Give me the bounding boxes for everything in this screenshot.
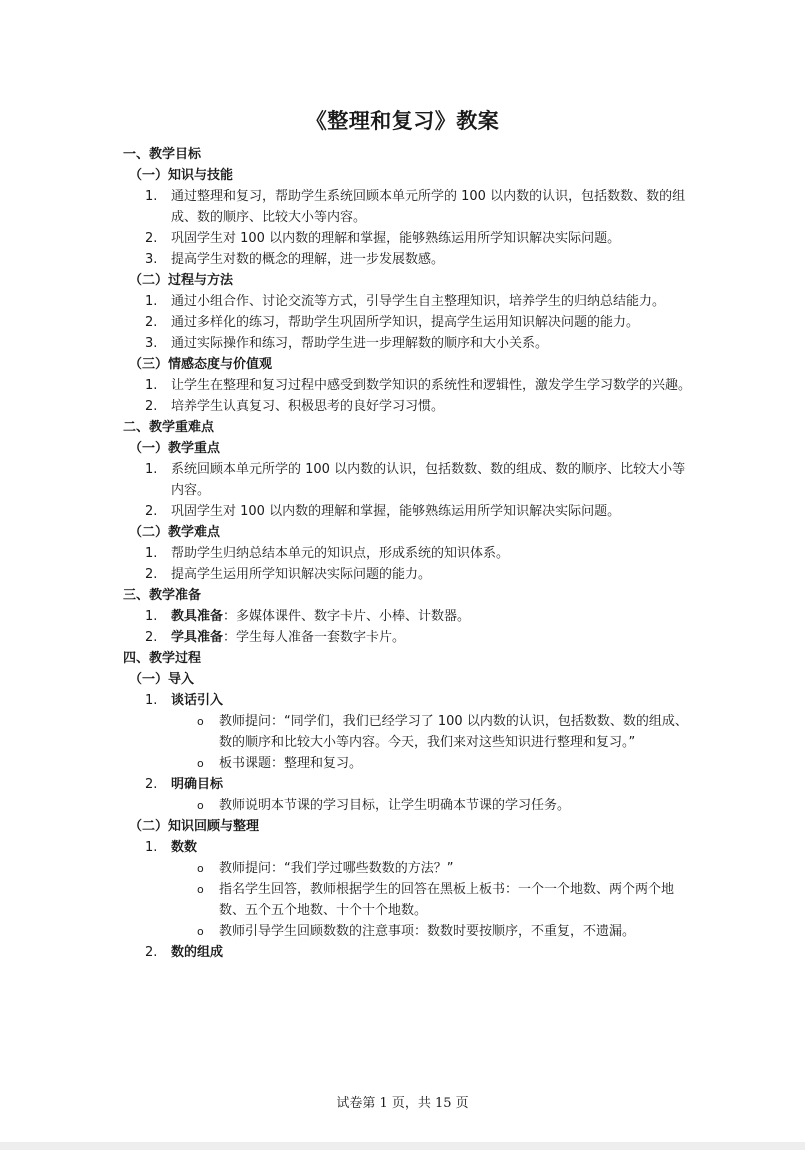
- bullet-text: 板书课题：整理和复习。: [219, 756, 363, 771]
- bullet-text: 教师引导学生回顾数数的注意事项：数数时要按顺序，不重复，不遗漏。: [219, 924, 636, 939]
- list-item: [123, 291, 698, 312]
- step-item: [123, 774, 698, 795]
- subsection-heading: （一）导入: [129, 672, 195, 687]
- bullet-item: [123, 921, 698, 942]
- list-number: 2.: [145, 630, 158, 645]
- list-number: 1.: [145, 462, 158, 477]
- section-heading: 四、教学过程: [123, 651, 202, 666]
- list-number: 2.: [145, 945, 158, 960]
- subsection-heading: （二）教学难点: [129, 525, 221, 540]
- step-label: 明确目标: [171, 777, 224, 792]
- list-number: 2.: [145, 399, 158, 414]
- list-item: [123, 333, 698, 354]
- list-text: 帮助学生归纳总结本单元的知识点，形成系统的知识体系。: [171, 546, 510, 561]
- list-text: 通过整理和复习，帮助学生系统回顾本单元所学的 100 以内数的认识，包括数数、数的组成、数的顺序、比较大小等内容。: [171, 189, 686, 225]
- bullet-item: [123, 711, 698, 753]
- list-text: 通过多样化的练习，帮助学生巩固所学知识，提高学生运用知识解决问题的能力。: [171, 315, 640, 330]
- bullet-item: [123, 879, 698, 921]
- step-label: 数数: [171, 840, 198, 855]
- section-heading: 一、教学目标: [123, 147, 202, 162]
- list-number: 2.: [145, 231, 158, 246]
- list-item: [123, 543, 698, 564]
- list-item: [123, 501, 698, 522]
- step-label: 数的组成: [171, 945, 224, 960]
- list-text: 提高学生对数的概念的理解，进一步发展数感。: [171, 252, 445, 267]
- list-item: [123, 312, 698, 333]
- bullet-icon: o: [197, 925, 204, 938]
- list-item: [123, 606, 698, 627]
- list-item: [123, 564, 698, 585]
- list-text: 巩固学生对 100 以内数的理解和掌握，能够熟练运用所学知识解决实际问题。: [171, 231, 621, 246]
- list-item: [123, 627, 698, 648]
- bullet-icon: o: [197, 715, 204, 728]
- list-item: [123, 396, 698, 417]
- subsection-heading: （二）知识回顾与整理: [129, 819, 260, 834]
- list-number: 2.: [145, 315, 158, 330]
- page-footer: 试卷第 1 页，共 15 页: [336, 1096, 469, 1111]
- bullet-item: [123, 753, 698, 774]
- list-number: 2.: [145, 777, 158, 792]
- list-number: 3.: [145, 252, 158, 267]
- list-text: 通过实际操作和练习，帮助学生进一步理解数的顺序和大小关系。: [171, 336, 549, 351]
- list-label: 学具准备: [171, 630, 224, 645]
- list-number: 1.: [145, 294, 158, 309]
- list-number: 1.: [145, 189, 158, 204]
- list-number: 2.: [145, 504, 158, 519]
- document-body: [123, 144, 698, 963]
- list-text: 培养学生认真复习、积极思考的良好学习习惯。: [171, 399, 445, 414]
- step-item: [123, 837, 698, 858]
- list-number: 1.: [145, 840, 158, 855]
- list-number: 3.: [145, 336, 158, 351]
- list-item: [123, 249, 698, 270]
- list-item: [123, 228, 698, 249]
- subsection-heading: （二）过程与方法: [129, 273, 234, 288]
- bullet-item: [123, 858, 698, 879]
- subsection-heading: （三）情感态度与价值观: [129, 357, 273, 372]
- subsection-heading: （一）知识与技能: [129, 168, 234, 183]
- step-label: 谈话引入: [171, 693, 224, 708]
- list-text: 提高学生运用所学知识解决实际问题的能力。: [171, 567, 432, 582]
- list-number: 2.: [145, 567, 158, 582]
- list-text: 巩固学生对 100 以内数的理解和掌握，能够熟练运用所学知识解决实际问题。: [171, 504, 621, 519]
- list-text: 系统回顾本单元所学的 100 以内数的认识，包括数数、数的组成、数的顺序、比较大小等内容。: [171, 462, 686, 498]
- bullet-item: [123, 795, 698, 816]
- list-item: [123, 375, 698, 396]
- list-number: 1.: [145, 546, 158, 561]
- page-title: 《整理和复习》教案: [305, 109, 500, 133]
- section-heading: 二、教学重难点: [123, 420, 215, 435]
- list-number: 1.: [145, 693, 158, 708]
- list-text: 让学生在整理和复习过程中感受到数学知识的系统性和逻辑性，激发学生学习数学的兴趣。: [171, 378, 692, 393]
- bullet-text: 教师说明本节课的学习目标，让学生明确本节课的学习任务。: [219, 798, 571, 813]
- bullet-icon: o: [197, 757, 204, 770]
- list-item: [123, 459, 698, 501]
- list-number: 1.: [145, 609, 158, 624]
- bullet-text: 教师提问：“我们学过哪些数数的方法？”: [219, 861, 454, 876]
- bullet-icon: o: [197, 883, 204, 896]
- list-label: 教具准备: [171, 609, 224, 624]
- step-item: [123, 942, 698, 963]
- list-text: ：学生每人准备一套数字卡片。: [223, 630, 406, 645]
- subsection-heading: （一）教学重点: [129, 441, 221, 456]
- bullet-text: 教师提问：“同学们，我们已经学习了 100 以内数的认识，包括数数、数的组成、数的顺序和比较大小等内容。今天，我们来对这些知识进行整理和复习。”: [219, 714, 688, 750]
- page-edge: [0, 1142, 805, 1150]
- bullet-text: 指名学生回答，教师根据学生的回答在黑板上板书：一个一个地数、两个两个地数、五个五个地数、十个十个地数。: [219, 882, 675, 918]
- list-text: ：多媒体课件、数字卡片、小棒、计数器。: [223, 609, 471, 624]
- list-text: 通过小组合作、讨论交流等方式，引导学生自主整理知识，培养学生的归纳总结能力。: [171, 294, 666, 309]
- list-item: [123, 186, 698, 228]
- step-item: [123, 690, 698, 711]
- bullet-icon: o: [197, 862, 204, 875]
- section-heading: 三、教学准备: [123, 588, 202, 603]
- list-number: 1.: [145, 378, 158, 393]
- bullet-icon: o: [197, 799, 204, 812]
